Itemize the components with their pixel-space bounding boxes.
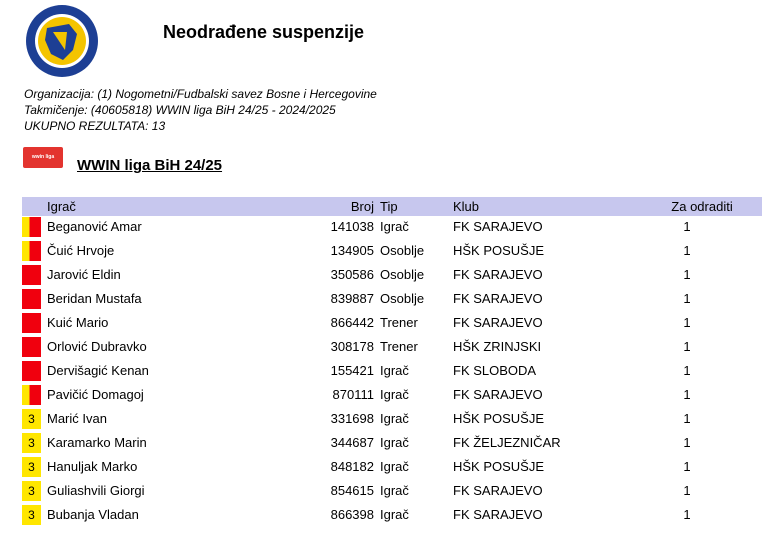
- table-row: [22, 240, 762, 264]
- person-type: Igrač: [380, 219, 409, 234]
- table-row: [22, 360, 762, 384]
- club-name: FK ŽELJEZNIČAR: [453, 435, 561, 450]
- player-number: 134905: [330, 243, 374, 258]
- matches-to-serve: 1: [683, 411, 691, 426]
- card-icon: [22, 385, 41, 405]
- card-count: 3: [28, 484, 35, 498]
- club-name: FK SARAJEVO: [453, 291, 543, 306]
- organization-line: Organizacija: (1) Nogometni/Fudbalski savez Bosne i Hercegovine: [24, 87, 377, 101]
- matches-to-serve: 1: [683, 363, 691, 378]
- header-player: Igrač: [47, 199, 76, 214]
- matches-to-serve: 1: [683, 291, 691, 306]
- table-row: [22, 408, 762, 432]
- person-type: Igrač: [380, 363, 409, 378]
- club-name: FK SARAJEVO: [453, 267, 543, 282]
- person-type: Osoblje: [380, 291, 425, 306]
- player-name: Čuić Hrvoje: [47, 243, 115, 258]
- player-name: Dervišagić Kenan: [47, 363, 149, 378]
- player-name: Beridan Mustafa: [47, 291, 142, 306]
- table-row: [22, 312, 762, 336]
- card-count: 3: [28, 508, 35, 522]
- person-type: Igrač: [380, 387, 409, 402]
- matches-to-serve: 1: [683, 483, 691, 498]
- player-name: Marić Ivan: [47, 411, 107, 426]
- table-row: [22, 336, 762, 360]
- person-type: Trener: [380, 315, 418, 330]
- club-name: FK SARAJEVO: [453, 219, 543, 234]
- player-name: Jarović Eldin: [47, 267, 121, 282]
- club-name: HŠK POSUŠJE: [453, 459, 545, 474]
- player-number: 866398: [330, 507, 374, 522]
- table-row: [22, 288, 762, 312]
- player-number: 155421: [330, 363, 374, 378]
- player-name: Pavičić Domagoj: [47, 387, 144, 402]
- matches-to-serve: 1: [683, 219, 691, 234]
- card-icon: [22, 289, 41, 309]
- matches-to-serve: 1: [683, 387, 691, 402]
- player-name: Bubanja Vladan: [47, 507, 139, 522]
- table-row: [22, 480, 762, 504]
- person-type: Igrač: [380, 459, 409, 474]
- person-type: Trener: [380, 339, 418, 354]
- club-name: FK SARAJEVO: [453, 483, 543, 498]
- player-number: 344687: [330, 435, 374, 450]
- player-name: Karamarko Marin: [47, 435, 147, 450]
- card-icon: [22, 361, 41, 381]
- matches-to-serve: 1: [683, 507, 691, 522]
- club-name: FK SLOBODA: [453, 363, 537, 378]
- card-icon: [22, 217, 41, 237]
- league-title: WWIN liga BiH 24/25: [77, 157, 223, 174]
- matches-to-serve: 1: [683, 267, 691, 282]
- card-icon: [22, 457, 41, 477]
- player-number: 848182: [330, 459, 374, 474]
- header-todo: Za odraditi: [671, 199, 733, 214]
- header-club: Klub: [453, 199, 480, 214]
- matches-to-serve: 1: [683, 339, 691, 354]
- card-icon: [22, 313, 41, 333]
- club-name: FK SARAJEVO: [453, 507, 543, 522]
- card-icon: [22, 241, 41, 261]
- card-count: 3: [28, 436, 35, 450]
- league-logo: wwin liga: [23, 147, 63, 168]
- matches-to-serve: 1: [683, 315, 691, 330]
- player-number: 854615: [330, 483, 374, 498]
- card-icon: [22, 505, 41, 525]
- club-name: FK SARAJEVO: [453, 315, 543, 330]
- total-results-line: UKUPNO REZULTATA: 13: [24, 119, 166, 133]
- player-number: 141038: [330, 219, 374, 234]
- card-count: 3: [28, 412, 35, 426]
- player-name: Beganović Amar: [47, 219, 142, 234]
- page-title: Neodrađene suspenzije: [163, 22, 365, 42]
- player-name: Orlović Dubravko: [47, 339, 147, 354]
- matches-to-serve: 1: [683, 243, 691, 258]
- person-type: Igrač: [380, 483, 409, 498]
- club-name: HŠK ZRINJSKI: [453, 339, 542, 354]
- player-number: 308178: [330, 339, 374, 354]
- player-number: 866442: [330, 315, 374, 330]
- player-name: Hanuljak Marko: [47, 459, 138, 474]
- player-number: 350586: [330, 267, 374, 282]
- report-meta: [24, 86, 377, 134]
- person-type: Osoblje: [380, 243, 425, 258]
- card-icon: [22, 337, 41, 357]
- player-number: 839887: [330, 291, 374, 306]
- header-number: Broj: [350, 199, 374, 214]
- table-row: [22, 456, 762, 480]
- club-name: FK SARAJEVO: [453, 387, 543, 402]
- table-header: [22, 197, 762, 216]
- player-number: 331698: [330, 411, 374, 426]
- federation-logo: [25, 4, 99, 78]
- person-type: Igrač: [380, 411, 409, 426]
- person-type: Igrač: [380, 435, 409, 450]
- player-name: Kuić Mario: [47, 315, 109, 330]
- matches-to-serve: 1: [683, 435, 691, 450]
- card-count: 3: [28, 460, 35, 474]
- club-name: HŠK POSUŠJE: [453, 243, 545, 258]
- club-name: HŠK POSUŠJE: [453, 411, 545, 426]
- person-type: Igrač: [380, 507, 409, 522]
- competition-line: Takmičenje: (40605818) WWIN liga BiH 24/25 - 2024/2025: [24, 103, 336, 117]
- suspensions-table: [22, 216, 762, 528]
- table-row: [22, 264, 762, 288]
- player-number: 870111: [332, 387, 374, 402]
- matches-to-serve: 1: [683, 459, 691, 474]
- table-row: [22, 216, 762, 240]
- header-type: Tip: [380, 199, 398, 214]
- card-icon: [22, 265, 41, 285]
- table-row: [22, 432, 762, 456]
- card-icon: [22, 481, 41, 501]
- table-row: [22, 504, 762, 528]
- player-name: Guliashvili Giorgi: [47, 483, 145, 498]
- card-icon: [22, 409, 41, 429]
- card-icon: [22, 433, 41, 453]
- table-row: [22, 384, 762, 408]
- person-type: Osoblje: [380, 267, 425, 282]
